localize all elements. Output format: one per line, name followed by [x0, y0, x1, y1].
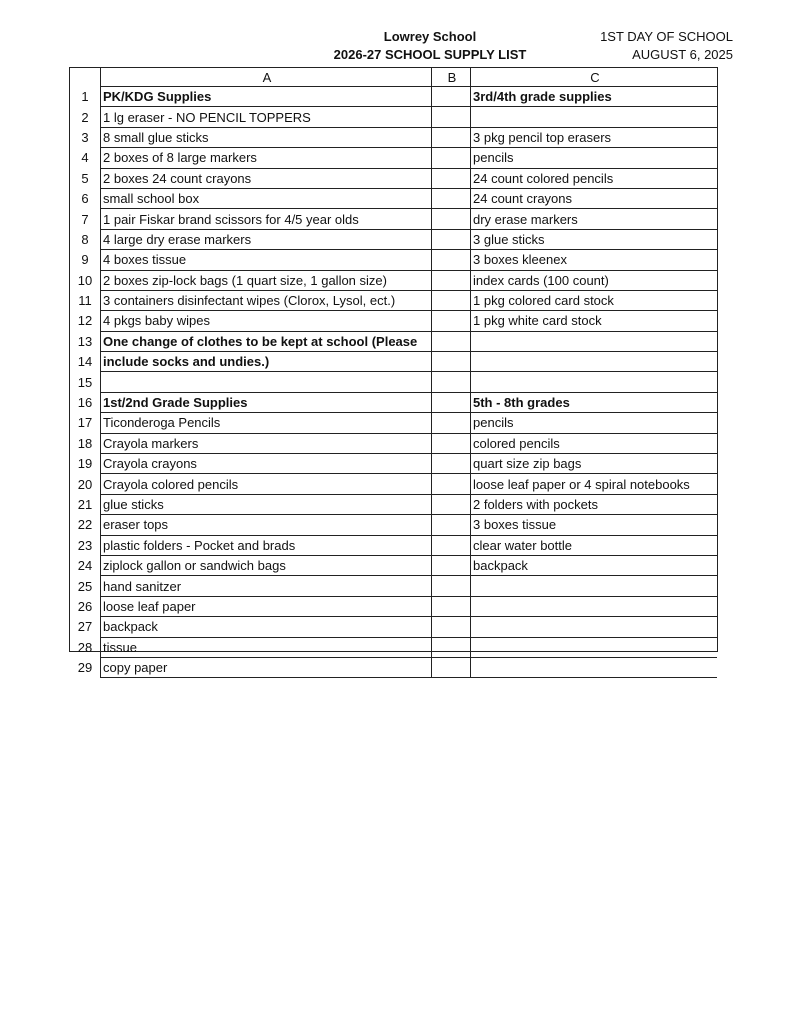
cell-b	[432, 433, 471, 453]
row-number: 2	[70, 107, 101, 127]
cell-b	[432, 555, 471, 575]
table-row	[70, 535, 717, 555]
cell-b	[432, 637, 471, 657]
cell-a: tissue	[101, 637, 432, 657]
cell-b	[432, 535, 471, 555]
cell-c: pencils	[471, 148, 718, 168]
first-day-date: AUGUST 6, 2025	[632, 47, 733, 62]
table-row	[70, 290, 717, 310]
table-row	[70, 331, 717, 351]
cell-a: 3 containers disinfectant wipes (Clorox, Lysol, ect.)	[101, 290, 432, 310]
row-number: 9	[70, 250, 101, 270]
cell-a: Crayola colored pencils	[101, 474, 432, 494]
supply-table	[70, 68, 717, 678]
table-row	[70, 270, 717, 290]
column-header-c: C	[471, 68, 718, 87]
cell-c	[471, 107, 718, 127]
row-number: 13	[70, 331, 101, 351]
cell-c	[471, 331, 718, 351]
cell-b	[432, 148, 471, 168]
row-number: 29	[70, 657, 101, 677]
cell-c	[471, 657, 718, 677]
cell-a: 4 pkgs baby wipes	[101, 311, 432, 331]
cell-b	[432, 87, 471, 107]
cell-c: 2 folders with pockets	[471, 494, 718, 514]
cell-b	[432, 209, 471, 229]
cell-a: 4 large dry erase markers	[101, 229, 432, 249]
row-number: 16	[70, 392, 101, 412]
row-number: 19	[70, 454, 101, 474]
cell-c: 1 pkg white card stock	[471, 311, 718, 331]
column-header-b: B	[432, 68, 471, 87]
row-number: 28	[70, 637, 101, 657]
cell-a: 2 boxes zip-lock bags (1 quart size, 1 gallon size)	[101, 270, 432, 290]
row-number: 7	[70, 209, 101, 229]
table-row	[70, 168, 717, 188]
table-row	[70, 392, 717, 412]
cell-a: PK/KDG Supplies	[101, 87, 432, 107]
table-row	[70, 352, 717, 372]
cell-b	[432, 515, 471, 535]
cell-c: 1 pkg colored card stock	[471, 290, 718, 310]
row-number: 1	[70, 87, 101, 107]
cell-a: 8 small glue sticks	[101, 127, 432, 147]
row-number: 11	[70, 290, 101, 310]
cell-b	[432, 229, 471, 249]
cell-a: backpack	[101, 617, 432, 637]
cell-b	[432, 413, 471, 433]
cell-c	[471, 372, 718, 392]
cell-c: loose leaf paper or 4 spiral notebooks	[471, 474, 718, 494]
row-number: 27	[70, 617, 101, 637]
row-number: 20	[70, 474, 101, 494]
cell-c	[471, 596, 718, 616]
cell-a: 2 boxes 24 count crayons	[101, 168, 432, 188]
cell-c: 5th - 8th grades	[471, 392, 718, 412]
cell-c: 3 boxes kleenex	[471, 250, 718, 270]
table-row	[70, 229, 717, 249]
cell-c	[471, 637, 718, 657]
table-row	[70, 617, 717, 637]
cell-b	[432, 127, 471, 147]
cell-a: ziplock gallon or sandwich bags	[101, 555, 432, 575]
cell-c: 24 count crayons	[471, 188, 718, 208]
first-day-label: 1ST DAY OF SCHOOL	[600, 29, 733, 44]
cell-c: dry erase markers	[471, 209, 718, 229]
table-row	[70, 311, 717, 331]
cell-c: clear water bottle	[471, 535, 718, 555]
cell-c: quart size zip bags	[471, 454, 718, 474]
cell-b	[432, 576, 471, 596]
corner-cell	[70, 68, 101, 87]
cell-a: include socks and undies.)	[101, 352, 432, 372]
cell-a	[101, 372, 432, 392]
header-title-block	[290, 28, 570, 64]
cell-b	[432, 168, 471, 188]
cell-a: 1 lg eraser - NO PENCIL TOPPERS	[101, 107, 432, 127]
cell-b	[432, 617, 471, 637]
row-number: 3	[70, 127, 101, 147]
row-number: 23	[70, 535, 101, 555]
cell-b	[432, 494, 471, 514]
table-row	[70, 555, 717, 575]
cell-b	[432, 454, 471, 474]
cell-a: glue sticks	[101, 494, 432, 514]
cell-a: Crayola markers	[101, 433, 432, 453]
cell-a: eraser tops	[101, 515, 432, 535]
row-number: 24	[70, 555, 101, 575]
table-row	[70, 127, 717, 147]
table-row	[70, 637, 717, 657]
cell-a: Ticonderoga Pencils	[101, 413, 432, 433]
row-number: 25	[70, 576, 101, 596]
row-number: 21	[70, 494, 101, 514]
cell-b	[432, 331, 471, 351]
row-number: 17	[70, 413, 101, 433]
table-row	[70, 209, 717, 229]
row-number: 15	[70, 372, 101, 392]
cell-c	[471, 617, 718, 637]
cell-a: One change of clothes to be kept at school (Please	[101, 331, 432, 351]
row-number: 6	[70, 188, 101, 208]
cell-c: 24 count colored pencils	[471, 168, 718, 188]
cell-c	[471, 576, 718, 596]
cell-c: pencils	[471, 413, 718, 433]
cell-b	[432, 107, 471, 127]
supply-sheet	[69, 67, 718, 676]
row-number: 5	[70, 168, 101, 188]
school-name: Lowrey School	[383, 29, 477, 44]
cell-b	[432, 596, 471, 616]
cell-c: 3 glue sticks	[471, 229, 718, 249]
table-row	[70, 474, 717, 494]
row-number: 18	[70, 433, 101, 453]
cell-c: backpack	[471, 555, 718, 575]
row-number: 26	[70, 596, 101, 616]
table-row	[70, 188, 717, 208]
row-number: 14	[70, 352, 101, 372]
cell-b	[432, 188, 471, 208]
table-row	[70, 148, 717, 168]
first-day-block	[600, 28, 733, 64]
cell-b	[432, 270, 471, 290]
cell-b	[432, 250, 471, 270]
cell-c: 3 pkg pencil top erasers	[471, 127, 718, 147]
cell-c: 3 boxes tissue	[471, 515, 718, 535]
cell-c	[471, 352, 718, 372]
row-number: 22	[70, 515, 101, 535]
row-number: 10	[70, 270, 101, 290]
cell-c: 3rd/4th grade supplies	[471, 87, 718, 107]
table-row	[70, 372, 717, 392]
table-row	[70, 494, 717, 514]
table-row	[70, 413, 717, 433]
row-number: 12	[70, 311, 101, 331]
table-row	[70, 107, 717, 127]
table-row	[70, 596, 717, 616]
cell-a: small school box	[101, 188, 432, 208]
table-row	[70, 87, 717, 107]
cell-c: colored pencils	[471, 433, 718, 453]
cell-b	[432, 392, 471, 412]
cell-a: 1st/2nd Grade Supplies	[101, 392, 432, 412]
cell-b	[432, 290, 471, 310]
table-row	[70, 515, 717, 535]
row-number: 8	[70, 229, 101, 249]
table-row	[70, 250, 717, 270]
cell-a: plastic folders - Pocket and brads	[101, 535, 432, 555]
cell-a: 2 boxes of 8 large markers	[101, 148, 432, 168]
cell-b	[432, 311, 471, 331]
table-row	[70, 433, 717, 453]
cell-a: 1 pair Fiskar brand scissors for 4/5 year olds	[101, 209, 432, 229]
cell-a: loose leaf paper	[101, 596, 432, 616]
cell-a: hand sanitzer	[101, 576, 432, 596]
table-row	[70, 657, 717, 677]
cell-a: copy paper	[101, 657, 432, 677]
table-row	[70, 454, 717, 474]
row-number: 4	[70, 148, 101, 168]
cell-b	[432, 352, 471, 372]
cell-b	[432, 657, 471, 677]
column-header-row	[70, 68, 717, 87]
cell-b	[432, 372, 471, 392]
cell-c: index cards (100 count)	[471, 270, 718, 290]
cell-a: 4 boxes tissue	[101, 250, 432, 270]
column-header-a: A	[101, 68, 432, 87]
cell-a: Crayola crayons	[101, 454, 432, 474]
cell-b	[432, 474, 471, 494]
list-title: 2026-27 SCHOOL SUPPLY LIST	[333, 47, 527, 62]
table-row	[70, 576, 717, 596]
